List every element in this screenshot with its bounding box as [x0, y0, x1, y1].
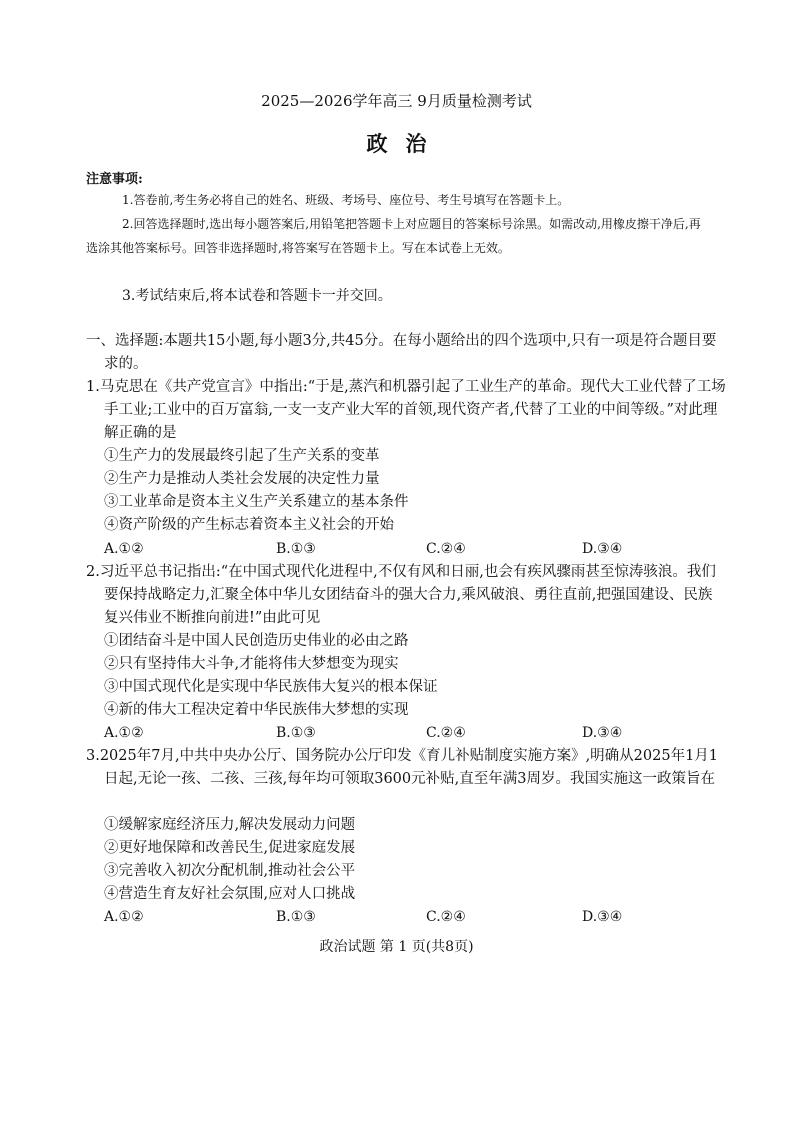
question-3-choices — [104, 906, 664, 929]
question-3-option-4: ④营造生育友好社会氛围,应对人口挑战 — [104, 886, 356, 902]
question-3-choice-c: C.②④ — [426, 909, 466, 925]
question-3-option-3: ③完善收入初次分配机制,推动社会公平 — [104, 863, 356, 879]
question-3-option-1: ①缓解家庭经济压力,解决发展动力问题 — [104, 817, 356, 833]
question-2-choice-a: A.①② — [104, 725, 144, 741]
page-footer: 政治试题 第 1 页(共8页) — [319, 939, 474, 955]
question-3-choice-d: D.③④ — [582, 909, 623, 925]
question-1-choice-a: A.①② — [104, 541, 144, 557]
question-2-option-4: ④新的伟大工程决定着中华民族伟大梦想的实现 — [104, 702, 409, 718]
question-1-choices — [104, 538, 664, 561]
question-1-option-1: ①生产力的发展最终引起了生产关系的变革 — [104, 448, 380, 464]
notice-item-1: 1.答卷前,考生务必将自己的姓名、班级、考场号、座位号、考生号填写在答题卡上。 — [122, 193, 570, 207]
question-2-choice-b: B.①③ — [276, 725, 316, 741]
subject-title: 政治 — [366, 131, 445, 156]
notice-heading: 注意事项: — [86, 172, 143, 187]
notice-item-3: 3.考试结束后,将本试卷和答题卡一并交回。 — [122, 288, 392, 304]
question-1-choice-c: C.②④ — [426, 541, 466, 557]
question-2-stem: 2.习近平总书记指出:“在中国式现代化进程中,不仅有风和日丽,也会有疾风骤雨甚至惊涛骇浪。我们要保持战略定力,汇聚全体中华儿女团结奋斗的强大合力,乘风破浪、勇往直前,把强国建设、民族复兴伟业不断推向前进!”由此可见 — [86, 564, 716, 626]
question-3-choice-a: A.①② — [104, 909, 144, 925]
question-3-choice-b: B.①③ — [276, 909, 316, 925]
question-1-option-3: ③工业革命是资本主义生产关系建立的基本条件 — [104, 494, 409, 510]
question-2-option-2: ②只有坚持伟大斗争,才能将伟大梦想变为现实 — [104, 656, 399, 672]
exam-title: 2025—2026学年高三 9月质量检测考试 — [261, 92, 532, 110]
section-heading: 一、选择题:本题共15小题,每小题3分,共45分。在每小题给出的四个选项中,只有一项是符合题目要求的。 — [86, 333, 717, 372]
question-3-option-2: ②更好地保障和改善民生,促进家庭发展 — [104, 840, 356, 856]
question-1-stem: 1.马克思在《共产党宣言》中指出:“于是,蒸汽和机器引起了工业生产的革命。现代大工业代替了工场手工业;工业中的百万富翁,一支一支产业大军的首领,现代资产者,代替了工业的中间等级。”对此理解正确的是 — [86, 379, 726, 441]
question-1-option-2: ②生产力是推动人类社会发展的决定性力量 — [104, 471, 380, 487]
question-2-option-1: ①团结奋斗是中国人民创造历史伟业的必由之路 — [104, 633, 409, 649]
notice-item-2 — [86, 212, 704, 260]
question-1-choice-d: D.③④ — [582, 541, 623, 557]
question-2-choice-d: D.③④ — [582, 725, 623, 741]
notice-item-2-text: 2.回答选择题时,选出每小题答案后,用铅笔把答题卡上对应题目的答案标号涂黑。如需改动,用橡皮擦干净后,再选涂其他答案标号。回答非选择题时,将答案写在答题卡上。写在本试卷上无效。 — [86, 217, 701, 255]
question-2-choices — [104, 722, 664, 745]
question-1-option-4: ④资产阶级的产生标志着资本主义社会的开始 — [104, 517, 394, 533]
question-2-option-3: ③中国式现代化是实现中华民族伟大复兴的根本保证 — [104, 679, 438, 695]
question-3-stem: 3.2025年7月,中共中央办公厅、国务院办公厅印发《育儿补贴制度实施方案》,明确从2025年1月1日起,无论一孩、二孩、三孩,每年均可领取3600元补贴,直至年满3周岁。我国实施这一政策旨在 — [86, 748, 719, 787]
question-2-choice-c: C.②④ — [426, 725, 466, 741]
question-1-choice-b: B.①③ — [276, 541, 316, 557]
